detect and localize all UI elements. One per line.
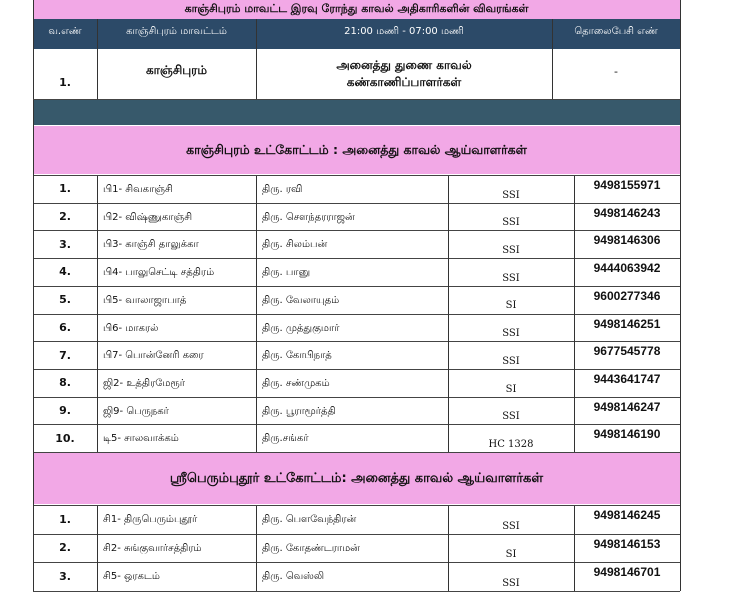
top-row-bottom-border — [33, 99, 680, 100]
cell-station: சி1- திருபெரும்புதூர் — [103, 514, 198, 525]
column-divider — [97, 175, 98, 452]
top-row-role — [256, 49, 552, 99]
cell-station: பி4- பாலுசெட்டி சத்திரம் — [103, 267, 215, 279]
top-row-role-line1: அனைத்து துணை காவல் — [336, 58, 472, 72]
page-title: காஞ்சிபுரம் மாவட்ட இரவு ரோந்து காவல் அதிகாரிகளின் விவரங்கள் — [33, 0, 680, 19]
cell-sn: 3. — [59, 569, 71, 583]
cell-rank: SI — [505, 549, 517, 560]
column-divider — [574, 505, 575, 591]
cell-sn: 7. — [59, 348, 71, 362]
header-divider-2 — [256, 19, 257, 99]
cell-name: திரு. முத்துகுமார் — [262, 322, 340, 334]
cell-sn: 1. — [59, 512, 71, 526]
header-phone: தொலைபேசி எண் — [574, 26, 658, 37]
cell-station: டி5- சாலவாக்கம் — [103, 433, 179, 445]
top-row-role-line2: கண்காணிப்பாளர்கள் — [346, 75, 462, 89]
cell-name: திரு. வெஸ்லி — [262, 571, 325, 582]
cell-sn: 3. — [59, 237, 71, 251]
top-row-district: காஞ்சிபுரம் — [145, 63, 208, 77]
cell-station: பி7- பொன்னேரி கரை — [103, 350, 204, 362]
header-district: காஞ்சிபுரம் மாவட்டம் — [126, 26, 227, 37]
cell-phone: 9677545778 — [593, 344, 661, 359]
header-divider-1 — [97, 19, 98, 99]
cell-sn: 8. — [59, 376, 71, 390]
header-serial: வ.எண் — [48, 26, 82, 37]
cell-rank: SSI — [502, 217, 520, 229]
cell-phone: 9498146245 — [593, 508, 661, 522]
cell-phone: 9498155971 — [593, 178, 661, 192]
cell-name: திரு.சங்கர் — [262, 433, 309, 445]
column-divider — [97, 505, 98, 591]
cell-station: ஜி9- பெருநகர் — [103, 405, 169, 417]
cell-rank: SSI — [502, 189, 520, 201]
cell-station: பி6- மாகரல் — [103, 322, 159, 334]
cell-station: பி5- வாலாஜாபாத் — [103, 294, 187, 306]
cell-name: திரு. பூராமூர்த்தி — [262, 405, 336, 417]
separator-band — [33, 99, 680, 125]
section2-heading: ஸ்ரீபெரும்புதூர் உட்கோட்டம்: அனைத்து காவல் ஆய்வாளர்கள் — [33, 453, 680, 504]
cell-station: சி5- ஒரகடம் — [103, 571, 160, 582]
cell-rank: SI — [505, 383, 517, 395]
cell-name: திரு. ரவி — [262, 184, 303, 195]
row-divider — [33, 505, 680, 506]
cell-sn: 2. — [59, 210, 71, 224]
cell-sn: 2. — [59, 541, 71, 555]
cell-rank: HC 1328 — [488, 438, 534, 450]
cell-phone: 9498146251 — [593, 316, 661, 331]
cell-phone: 9498146190 — [593, 427, 661, 442]
cell-phone: 9498146701 — [593, 565, 661, 579]
header-time: 21:00 மணி - 07:00 மணி — [344, 26, 464, 37]
cell-phone: 9498146247 — [593, 399, 661, 414]
column-divider — [448, 175, 449, 452]
cell-name: திரு. பானு — [262, 267, 311, 279]
cell-rank: SSI — [502, 328, 520, 340]
cell-name: திரு. கோதண்டராமன் — [262, 542, 360, 554]
cell-rank: SSI — [502, 411, 520, 423]
cell-sn: 10. — [55, 431, 75, 445]
column-divider — [256, 505, 257, 591]
cell-rank: SSI — [502, 245, 520, 257]
top-row-phone: - — [614, 64, 618, 78]
cell-phone: 9498146306 — [593, 233, 661, 248]
cell-sn: 1. — [59, 182, 71, 196]
cell-rank: SSI — [502, 272, 520, 284]
cell-phone: 9498146243 — [593, 205, 661, 220]
cell-rank: SSI — [502, 577, 520, 589]
cell-name: திரு. சிலம்பன் — [262, 239, 328, 251]
cell-station: சி2- சுங்குவார்சத்திரம் — [103, 542, 202, 554]
cell-rank: SI — [505, 300, 517, 312]
cell-sn: 6. — [59, 320, 71, 334]
column-divider — [574, 175, 575, 452]
cell-name: திரு. வேலாயுதம் — [262, 294, 340, 306]
top-row-serial: 1. — [59, 75, 71, 89]
cell-name: திரு. சௌந்தரராஜன் — [262, 211, 355, 223]
cell-rank: SSI — [502, 355, 520, 367]
column-divider — [448, 505, 449, 591]
cell-phone: 9444063942 — [593, 261, 661, 276]
row-divider — [33, 175, 680, 176]
cell-name: திரு. சண்முகம் — [262, 377, 330, 389]
cell-station: பி3- காஞ்சி தாலுக்கா — [103, 239, 199, 251]
cell-station: பி2- விஷ்ணுகாஞ்சி — [103, 211, 193, 223]
table-right-border — [680, 0, 681, 591]
section1-heading: காஞ்சிபுரம் உட்கோட்டம் : அனைத்து காவல் ஆய்வாளர்கள் — [33, 126, 680, 174]
table-left-border — [33, 0, 34, 591]
column-divider — [256, 175, 257, 452]
cell-sn: 9. — [59, 403, 71, 417]
cell-phone: 9443641747 — [593, 371, 661, 386]
header-divider-3 — [552, 19, 553, 99]
cell-phone: 9600277346 — [593, 288, 661, 303]
cell-name: திரு. கோபிநாத் — [262, 350, 332, 362]
cell-sn: 5. — [59, 293, 71, 307]
cell-name: திரு. பௌவேந்திரன் — [262, 514, 357, 525]
cell-sn: 4. — [59, 265, 71, 279]
cell-station: ஜி2- உத்திரமேரூர் — [103, 377, 186, 389]
cell-station: பி1- சிவகாஞ்சி — [103, 184, 173, 195]
cell-phone: 9498146153 — [593, 536, 661, 551]
cell-rank: SSI — [502, 520, 520, 532]
